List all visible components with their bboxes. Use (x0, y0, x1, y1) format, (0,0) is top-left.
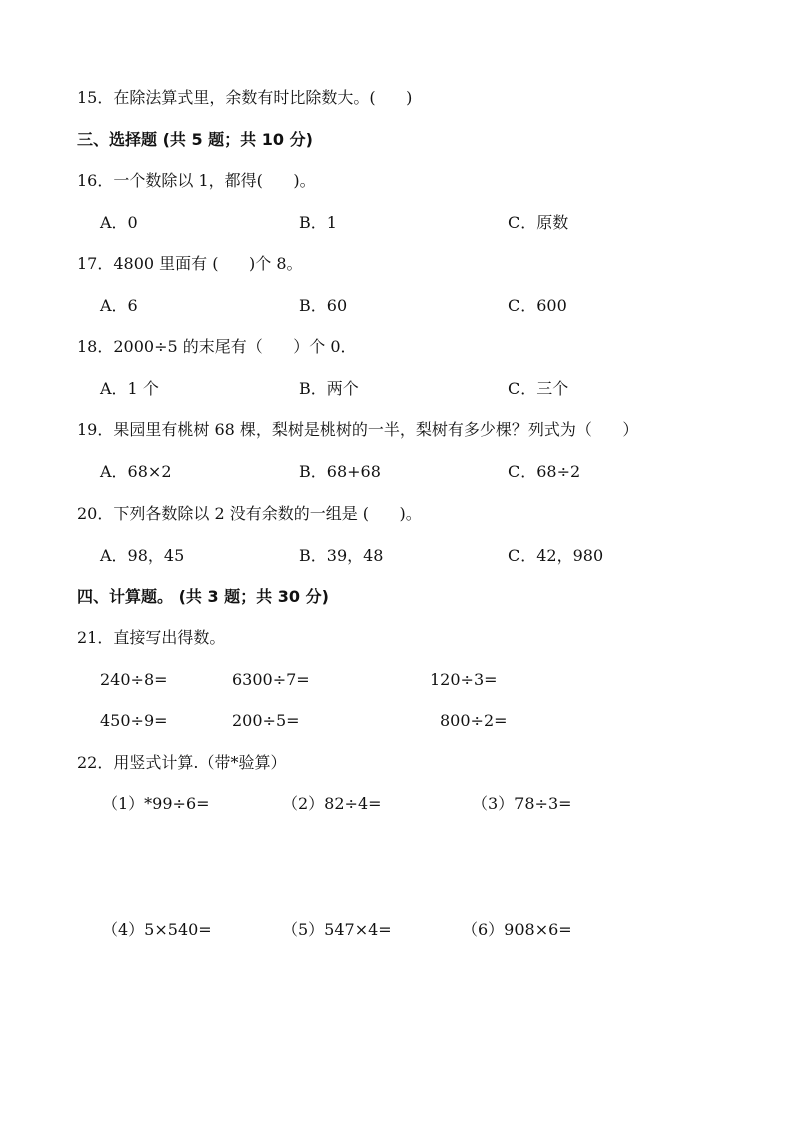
question-20: 20．下列各数除以 2 没有余数的一组是 ( )。 (77, 504, 422, 523)
q16-option-b: B．1 (299, 213, 337, 232)
q19-option-a: A．68×2 (100, 462, 172, 481)
q18-option-a: A．1 个 (100, 379, 159, 398)
q22-item: （5）547×4= (282, 920, 392, 939)
q18-option-c: C．三个 (508, 379, 569, 398)
section-4-title: 四、计算题。 (共 3 题；共 30 分) (77, 587, 329, 606)
q22-item: （3）78÷3= (472, 794, 572, 813)
section-3-title: 三、选择题 (共 5 题；共 10 分) (77, 130, 313, 149)
question-17: 17．4800 里面有 ( )个 8。 (77, 254, 303, 273)
question-19: 19．果园里有桃树 68 棵，梨树是桃树的一半，梨树有多少棵？列式为（ ） (77, 420, 639, 439)
q21-item: 800÷2= (440, 711, 508, 730)
q20-option-a: A．98，45 (100, 546, 185, 565)
q18-option-b: B．两个 (299, 379, 359, 398)
q16-option-a: A．0 (100, 213, 138, 232)
q16-option-c: C．原数 (508, 213, 569, 232)
question-18: 18．2000÷5 的末尾有（ ）个 0． (77, 337, 357, 356)
q21-item: 450÷9= (100, 711, 168, 730)
q20-option-b: B．39，48 (299, 546, 384, 565)
q21-item: 6300÷7= (232, 670, 310, 689)
q22-item: （6）908×6= (462, 920, 572, 939)
q20-option-c: C．42，980 (508, 546, 604, 565)
question-15: 15．在除法算式里，余数有时比除数大。( ) (77, 88, 413, 107)
question-22: 22．用竖式计算.（带*验算） (77, 753, 287, 772)
q17-option-a: A．6 (100, 296, 138, 315)
q19-option-b: B．68+68 (299, 462, 381, 481)
q17-option-c: C．600 (508, 296, 567, 315)
q22-item: （2）82÷4= (282, 794, 382, 813)
q22-item: （1）*99÷6= (102, 794, 210, 813)
q22-item: （4）5×540= (102, 920, 212, 939)
q21-item: 120÷3= (430, 670, 498, 689)
q21-item: 240÷8= (100, 670, 168, 689)
q19-option-c: C．68÷2 (508, 462, 581, 481)
q21-item: 200÷5= (232, 711, 300, 730)
question-21: 21．直接写出得数。 (77, 628, 226, 647)
question-16: 16．一个数除以 1，都得( )。 (77, 171, 316, 190)
q17-option-b: B．60 (299, 296, 348, 315)
